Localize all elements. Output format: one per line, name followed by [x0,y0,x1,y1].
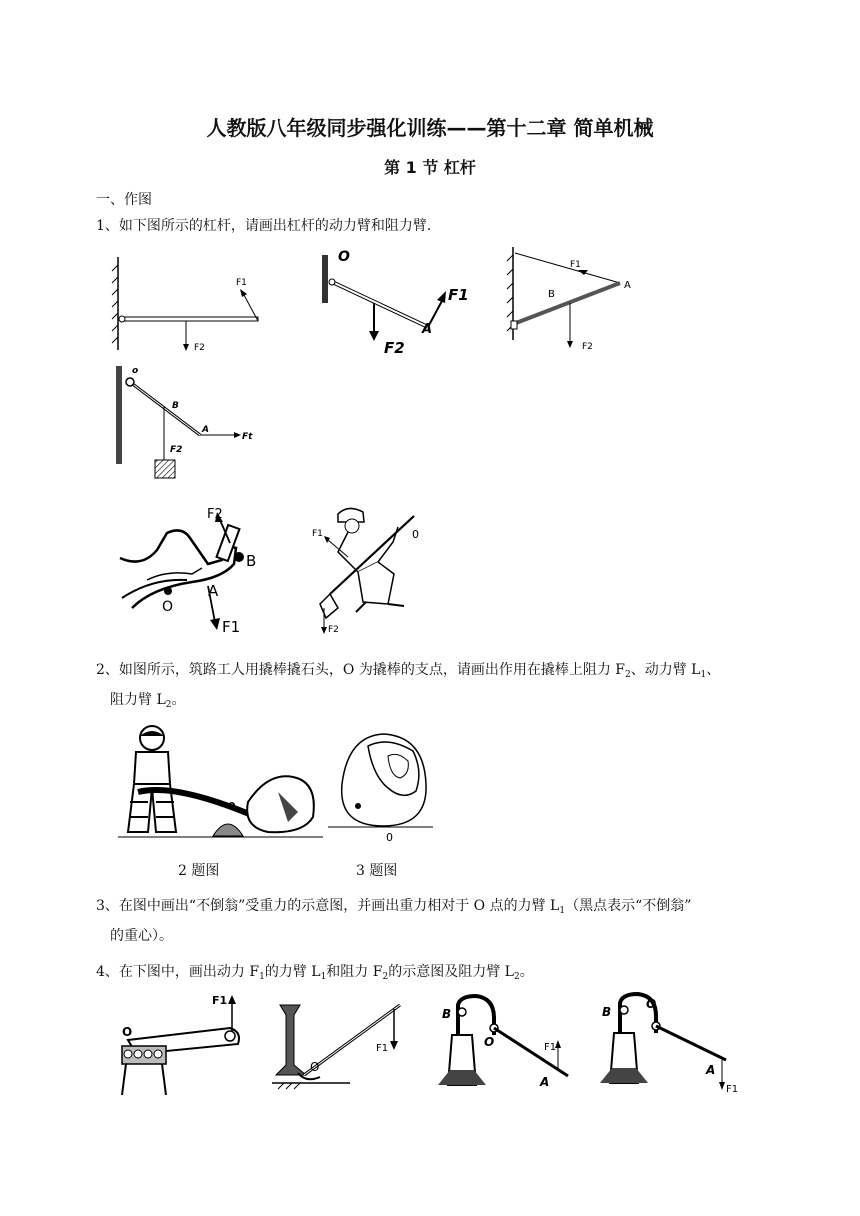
figure-q4-c [432,990,577,1095]
section-subtitle: 第 1 节 杠杆 [384,158,476,177]
label-a: A [706,1063,716,1077]
figure-q1-b [318,245,478,360]
question-4-text: 4、在下图中，画出动力 $F_1$的力臂 $L_1$和阻力 $F_2$的示意图及阻力臂 $L_2$。 [96,964,534,982]
label-b: B [442,1007,452,1021]
label-o: O [122,1025,133,1039]
label-f2: F2 [170,445,183,455]
label-f2: F2 [384,339,405,357]
label-f1: F1 [726,1084,739,1095]
label-o: O [484,1035,495,1049]
figure-q1-f [308,502,438,642]
label-o: O [338,249,350,265]
label-b: B [602,1005,612,1019]
question-2-line-2: 阻力臂 $L_2$。 [110,692,186,710]
label-b: B [172,401,179,411]
label-o: o [132,366,139,376]
label-f1: F1 [212,994,228,1007]
figure-q1-e [112,498,272,643]
label-o: O [310,1060,320,1074]
label-o: O [646,997,657,1011]
figure-q4-b [270,995,415,1100]
label-f1: F1 [448,286,469,304]
label-f1: F1 [222,618,241,636]
label-b: B [548,289,555,300]
label-a: A [624,280,631,291]
label-0: 0 [386,831,393,844]
label-f2: F2 [207,507,223,522]
label-a: A [540,1075,550,1089]
figure-q4-d [594,988,744,1096]
page-title: 人教版八年级同步强化训练——第十二章 简单机械 [206,116,654,140]
caption-fig-3: 3 题图 [356,863,398,879]
question-3-line-1: 3、在图中画出“不倒翁”受重力的示意图，并画出重力相对于 O 点的力臂 $L_1$（黑点表示“不倒翁” [96,898,692,916]
label-f1: F1 [544,1042,557,1053]
label-f1: F1 [570,260,581,270]
question-1-text: 1、如下图所示的杠杆，请画出杠杆的动力臂和阻力臂. [96,218,432,234]
label-a: A [202,425,209,435]
figure-q1-d [110,360,260,485]
figure-q4-a [112,990,252,1095]
caption-fig-2: 2 题图 [178,863,220,879]
label-ft: Ft [242,432,253,442]
label-0: 0 [228,800,236,813]
label-f1: F1 [236,278,247,288]
question-3-line-2: 的重心）。 [110,928,173,944]
label-f2: F2 [194,343,205,353]
figure-q1-c [498,245,648,355]
figure-q2 [118,722,328,847]
figure-q3 [328,726,438,846]
label-o: O [162,599,174,615]
figure-q1-a [108,255,273,355]
label-a: A [208,582,219,600]
label-f2: F2 [328,625,339,635]
label-0: 0 [412,528,419,541]
label-b: B [246,552,257,570]
label-f2: F2 [582,342,593,352]
label-a: A [422,322,433,337]
question-2-line-1: 2、如图所示，筑路工人用撬棒撬石头，O 为撬棒的支点，请画出作用在撬棒上阻力 $F_2$、动力臂 $L_1$、 [96,662,721,680]
label-f1: F1 [312,529,323,539]
label-f1: F1 [376,1043,389,1054]
section-heading: 一、作图 [96,192,152,208]
